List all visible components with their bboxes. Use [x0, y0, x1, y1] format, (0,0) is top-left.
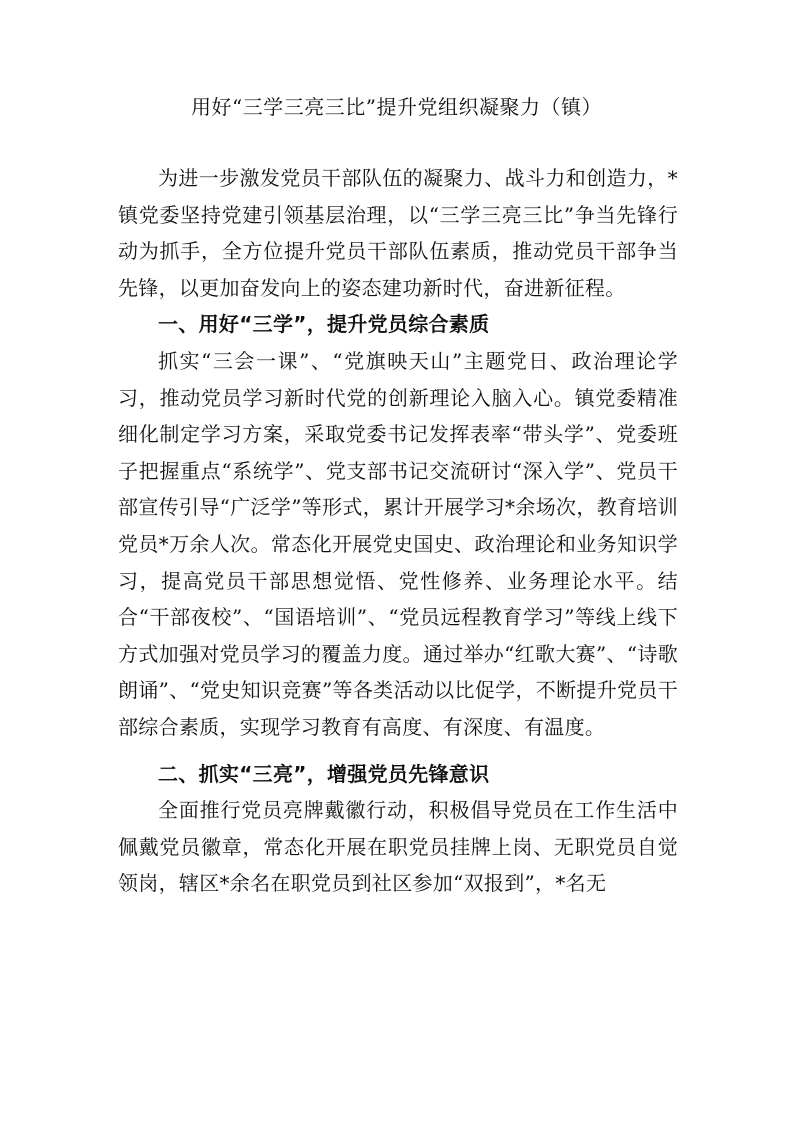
section-1-heading: 一、用好“三学”，提升党员综合素质	[158, 312, 490, 337]
intro-paragraph: 为进一步激发党员干部队伍的凝聚力、战斗力和创造力，*镇党委坚持党建引领基层治理，以“三学三亮三比”争当先锋行动为抓手，全方位提升党员干部队伍素质，推动党员干部争当先锋，以更加奋发向上的姿态建功新时代，奋进新征程。	[118, 166, 678, 300]
section-2-paragraph: 全面推行党员亮牌戴徽行动，积极倡导党员在工作生活中佩戴党员徽章，常态化开展在职党员挂牌上岗、无职党员自觉领岗，辖区*余名在职党员到社区参加“双报到”，*名无	[118, 798, 678, 896]
document-body	[118, 160, 678, 902]
document-title: 用好“三学三亮三比”提升党组织凝聚力（镇）	[191, 95, 602, 119]
section-1-paragraph: 抓实“三会一课”、“党旗映天山”主题党日、政治理论学习，推动党员学习新时代党的创新理论入脑入心。镇党委精准细化制定学习方案，采取党委书记发挥表率“带头学”、党委班子把握重点“系统学”、党支部书记交流研讨“深入学”、党员干部宣传引导“广泛学”等形式，累计开展学习*余场次，教育培训党员*万余人次。常态化开展党史国史、政治理论和业务知识学习，提高党员干部思想觉悟、党性修养、业务理论水平。结合“干部夜校”、“国语培训”、“党员远程教育学习”等线上线下方式加强对党员学习的覆盖力度。通过举办“红歌大赛”、“诗歌朗诵”、“党史知识竞赛”等各类活动以比促学，不断提升党员干部综合素质，实现学习教育有高度、有深度、有温度。	[118, 348, 678, 739]
section-2-heading: 二、抓实“三亮”，增强党员先锋意识	[158, 761, 490, 786]
